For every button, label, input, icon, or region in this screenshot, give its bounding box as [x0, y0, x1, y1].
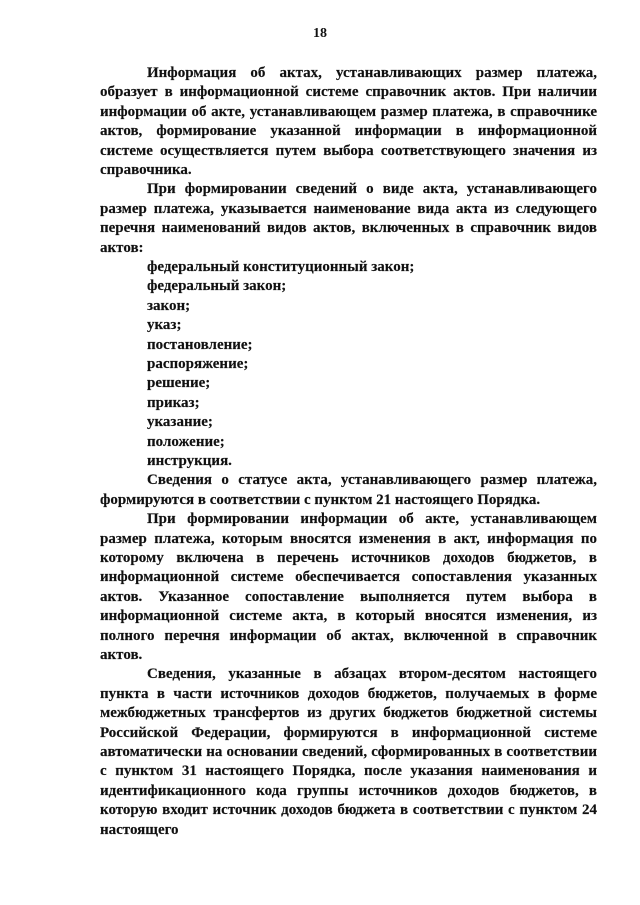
list-item: указ; — [147, 317, 182, 334]
list-item: инструкция. — [147, 452, 232, 469]
paragraph-interbudget-transfers: Сведения, указанные в абзацах втором-десятом настоящего пункта в части источников доходов бюджетов, получаемых в форме межбюджетных трансфертов из других бюджетов бюджетной системы Российской Федерации, формируются в информационной системе автоматически на основании сведений, сформированных в соответствии с пунктом 31 настоящего Порядка, после указания наименования и идентификационного кода группы источников доходов бюджетов, в которую входит источник доходов бюджета в соответствии с пунктом 24 настоящего — [100, 666, 597, 838]
paragraph-act-amendment-mapping: При формировании информации об акте, устанавливающем размер платежа, которым вносятся изменения в акт, информация по которому включена в перечень источников доходов бюджетов, в информационной системе обеспечивается сопоставления указанных актов. Указанное сопоставление выполняется путем выбора в информационной системе акта, в который вносятся изменения, из полного перечня информации об актах, включенной в справочник актов. — [100, 511, 597, 664]
list-item: приказ; — [147, 394, 200, 411]
act-types-list — [100, 258, 597, 471]
document-body — [100, 64, 597, 840]
paragraph-reference-directory: Информация об актах, устанавливающих размер платежа, образует в информационной системе справочник актов. При наличии информации об акте, устанавливающем размер платежа, в справочнике актов, формирование указанной информации в информационной системе осуществляется путем выбора соответствующего значения из справочника. — [100, 65, 597, 179]
list-item: указание; — [147, 414, 213, 431]
list-item: закон; — [147, 297, 191, 314]
page-number: 18 — [313, 26, 327, 41]
paragraph-act-type-intro: При формировании сведений о виде акта, устанавливающего размер платежа, указывается наименование вида акта из следующего перечня наименований видов актов, включенных в справочник видов актов: — [100, 181, 597, 256]
paragraph-act-status: Сведения о статусе акта, устанавливающего размер платежа, формируются в соответствии с пунктом 21 настоящего Порядка. — [100, 472, 597, 508]
list-item: решение; — [147, 375, 211, 392]
list-item: распоряжение; — [147, 356, 249, 373]
list-item: положение; — [147, 433, 225, 450]
list-item: федеральный конституционный закон; — [147, 259, 415, 276]
list-item: федеральный закон; — [147, 278, 287, 295]
list-item: постановление; — [147, 336, 253, 353]
